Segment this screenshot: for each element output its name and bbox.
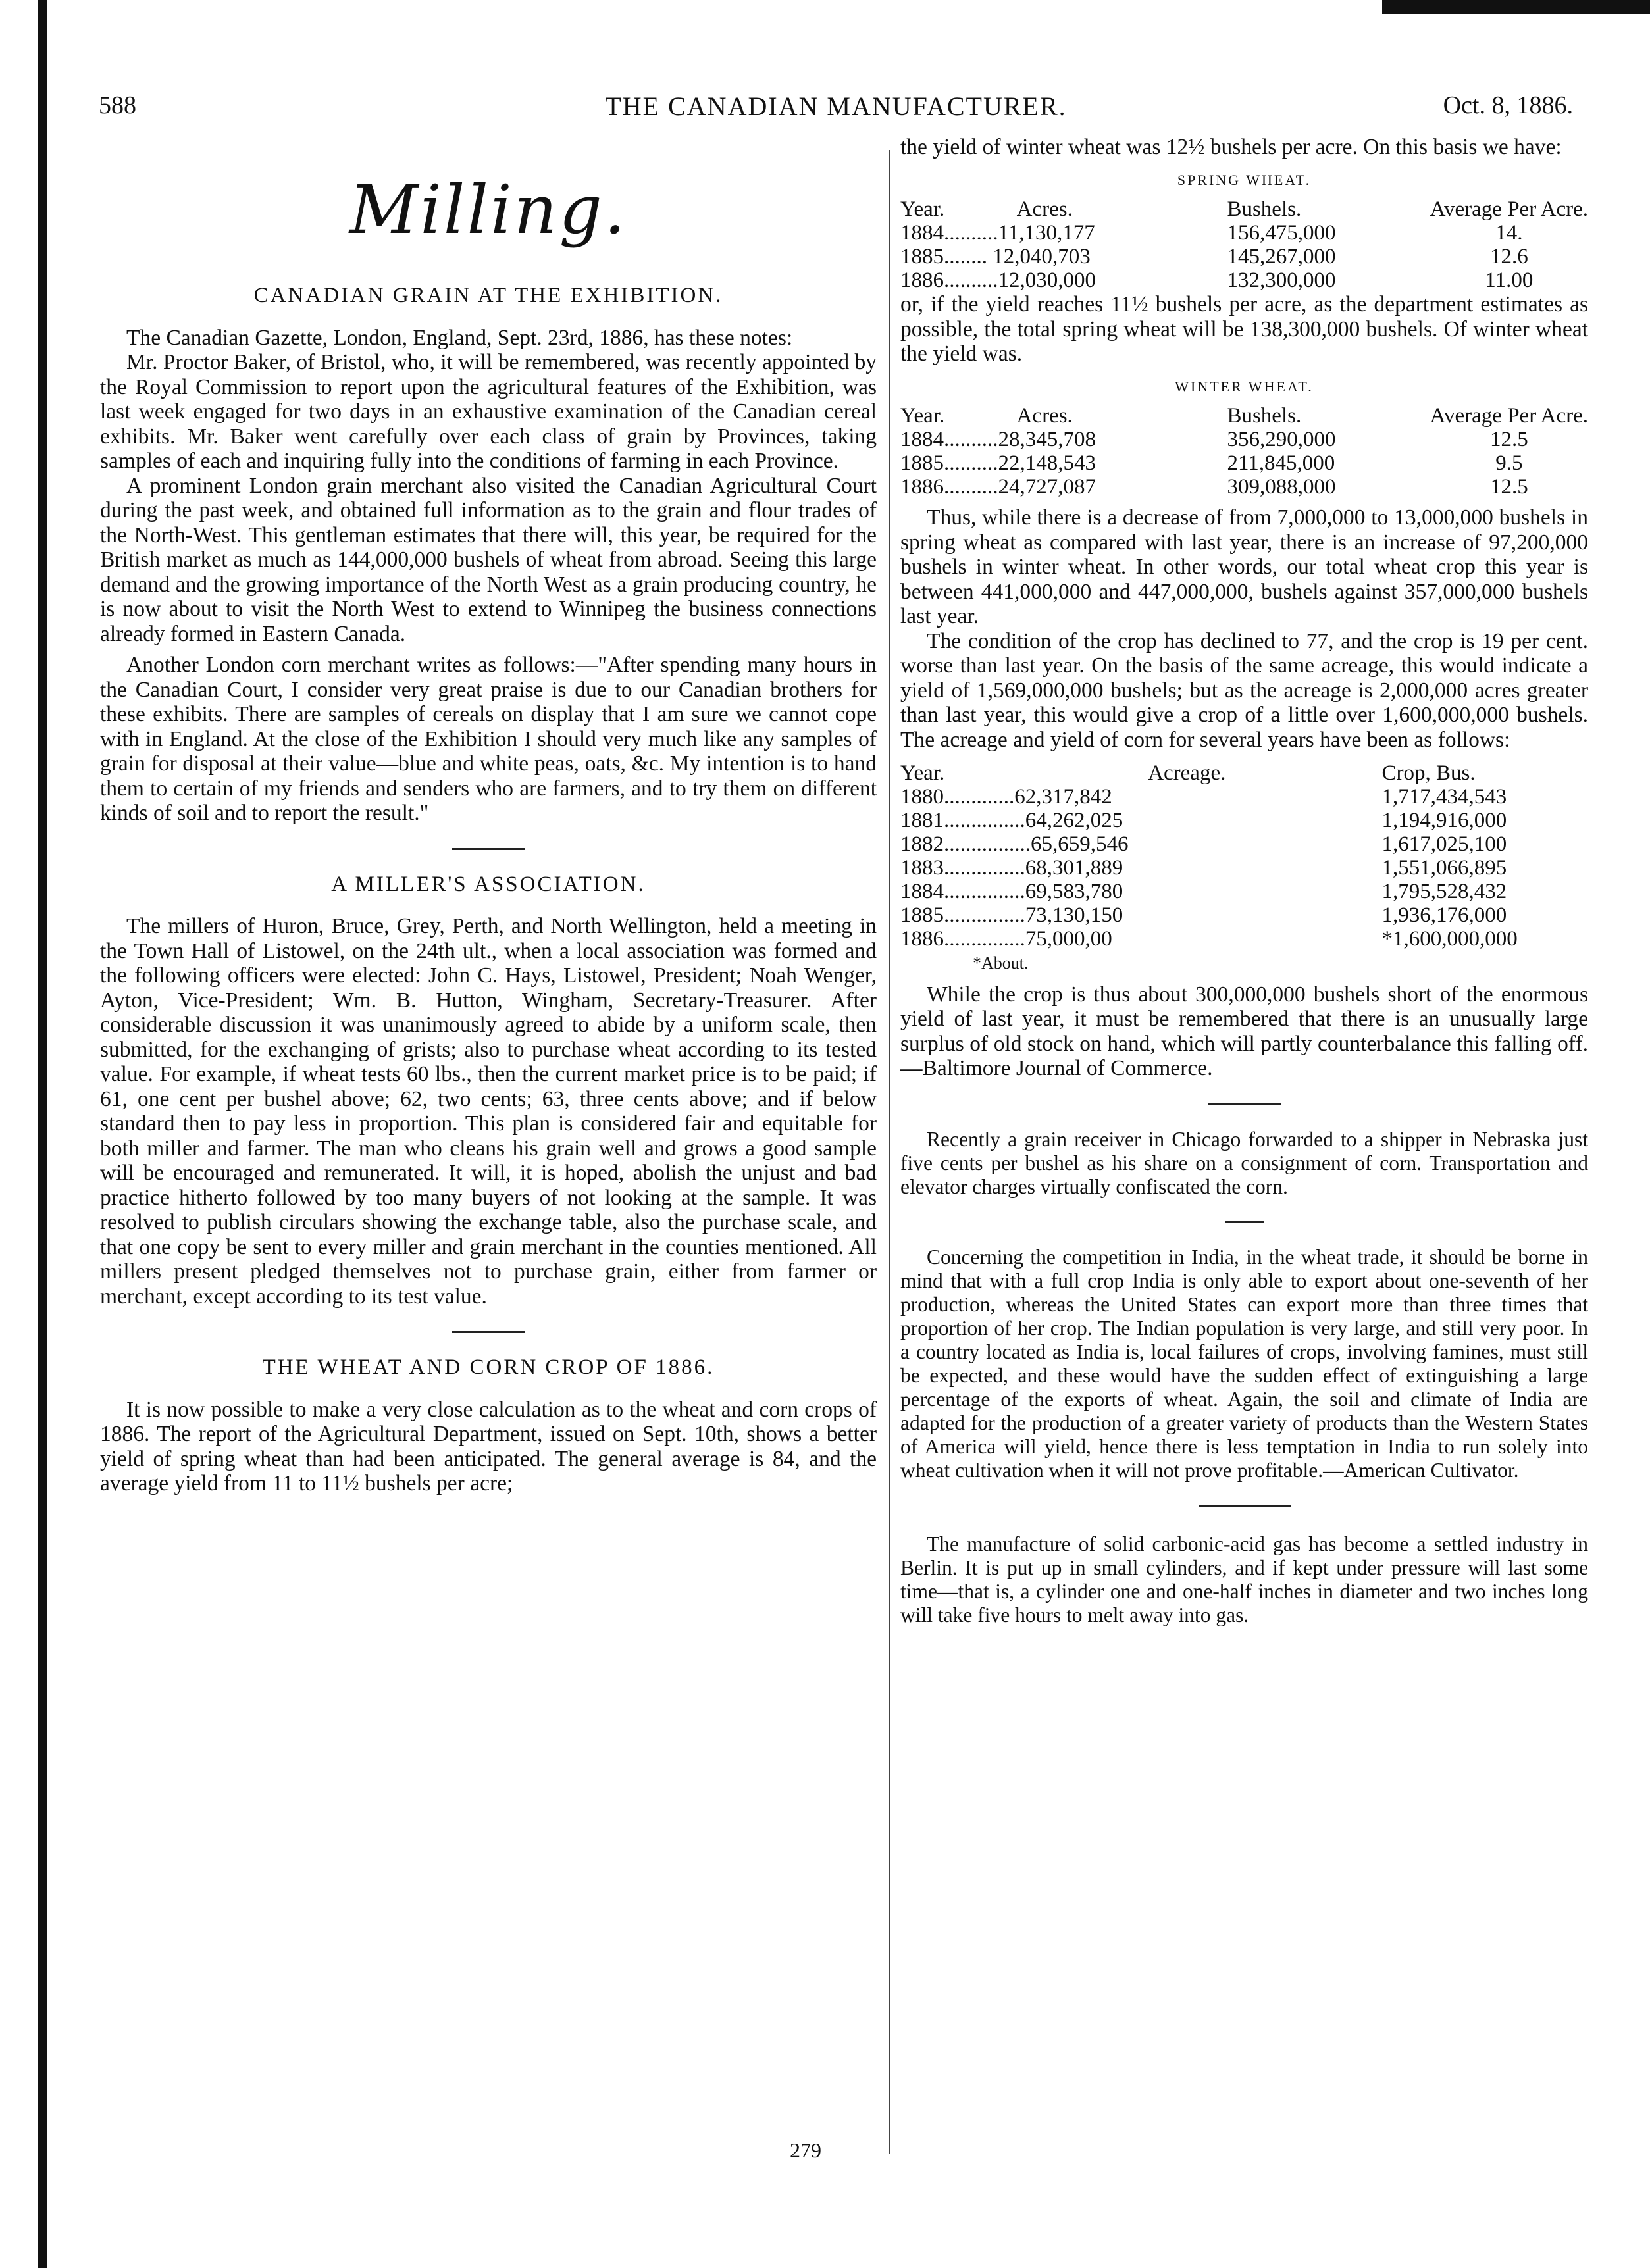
paragraph: The condition of the crop has declined to 77, and the crop is 19 per cent. worse than last year. On the basis of the same acreage, this would indicate a yield of 1,569,000,000 bushels; but as the acreage is 2,000,000 acres greater than last year, this would give a crop of a little over 1,600,000,000 bushels. The acreage and yield of corn for several years have been as follows: bbox=[900, 628, 1588, 752]
table-cell: 132,300,000 bbox=[1227, 268, 1336, 292]
table-row bbox=[900, 809, 1588, 832]
paragraph: the yield of winter wheat was 12½ bushels per acre. On this basis we have: bbox=[900, 135, 1562, 159]
folio-number: 279 bbox=[790, 2138, 821, 2162]
table-cell: *1,600,000,000 bbox=[1381, 927, 1518, 951]
table-cell: 145,267,000 bbox=[1227, 245, 1336, 268]
scan-border-top bbox=[1382, 0, 1650, 14]
table-row bbox=[900, 268, 1588, 292]
paragraph: Mr. Proctor Baker, of Bristol, who, it will be remembered, was recently appointed by the Royal Commission to report upon the agricultural features of the Exhibition, was last week engaged for two days in an exhaustive examination of the Canadian cereal exhibits. Mr. Baker went carefully over each class of grain by Provinces, taking samples of each and inquiring fully into the conditions of farming in each Province. bbox=[100, 350, 877, 473]
paragraph: Concerning the competition in India, in the wheat trade, it should be borne in mind that with a full crop India is only able to export about one-seventh of her production, whereas the United States can export more than three times that proportion of her crop. The Indian population is very large, and still very poor. In a country located as India is, local failures of crops, involving famines, must still be expected, and these would have the sudden effect of extinguishing a large percentage of the exports of wheat. Again, the soil and climate of India are adapted for the production of a greater variety of products than the Western States of America will yield, hence there is less temptation in India to run solely into wheat cultivation when it will not prove profitable.—American Cultivator. bbox=[900, 1245, 1588, 1482]
table-header: Acres. bbox=[1016, 197, 1073, 221]
section-separator bbox=[452, 848, 525, 850]
table-cell: 1880.............62,317,842 bbox=[900, 785, 1112, 809]
table-row bbox=[900, 856, 1588, 880]
table-row bbox=[900, 451, 1588, 475]
table-header: Bushels. bbox=[1227, 197, 1302, 221]
table-cell: 1885...............73,130,150 bbox=[900, 903, 1123, 927]
table-cell: 1885........ 12,040,703 bbox=[900, 245, 1091, 268]
table-header: Year. bbox=[900, 197, 945, 221]
right-column bbox=[900, 135, 1588, 1627]
publication-title: THE CANADIAN MANUFACTURER. bbox=[605, 91, 1067, 121]
table-caption-spring-wheat: SPRING WHEAT. bbox=[1177, 171, 1312, 188]
table-header: Bushels. bbox=[1227, 404, 1302, 428]
section-separator bbox=[1199, 1505, 1291, 1507]
table-row bbox=[900, 428, 1588, 451]
table-cell: 1,717,434,543 bbox=[1381, 785, 1507, 809]
corn-crop-table bbox=[900, 761, 1588, 951]
table-cell: 14. bbox=[1495, 221, 1523, 245]
table-cell: 156,475,000 bbox=[1227, 221, 1336, 245]
table-footnote: *About. bbox=[973, 953, 1029, 972]
article-title-grain-exhibition: CANADIAN GRAIN AT THE EXHIBITION. bbox=[253, 284, 723, 307]
table-row bbox=[900, 245, 1588, 268]
column-divider bbox=[889, 150, 890, 2154]
paragraph: Another London corn merchant writes as follows:—"After spending many hours in the Canadian Court, I consider very great praise is due to our Canadian brothers for these exhibits. There are samples of cereals on display that I am sure we cannot cope with in England. At the close of the Exhibition I should very much like any samples of grain for disposal at their value—blue and white peas, oats, &c. My intention is to hand them to certain of my friends and senders who are farmers, and to try them on different kinds of soil and to report the result." bbox=[100, 653, 877, 825]
table-cell: 211,845,000 bbox=[1227, 451, 1335, 475]
table-cell: 12.6 bbox=[1489, 245, 1528, 268]
article-title-millers-association: A MILLER'S ASSOCIATION. bbox=[331, 872, 646, 896]
table-cell: 1883...............68,301,889 bbox=[900, 856, 1123, 880]
running-header bbox=[99, 91, 1573, 130]
winter-wheat-table bbox=[900, 404, 1588, 499]
table-cell: 1885..........22,148,543 bbox=[900, 451, 1096, 475]
paragraph: The Canadian Gazette, London, England, Sept. 23rd, 1886, has these notes: bbox=[126, 325, 793, 350]
table-cell: 1886..........12,030,000 bbox=[900, 268, 1096, 292]
table-header: Acres. bbox=[1016, 404, 1073, 428]
table-cell: 1,194,916,000 bbox=[1381, 809, 1507, 832]
table-cell: 356,290,000 bbox=[1227, 428, 1336, 451]
table-header: Acreage. bbox=[1148, 761, 1226, 785]
table-cell: 1884..........11,130,177 bbox=[900, 221, 1095, 245]
table-row bbox=[900, 927, 1588, 951]
table-row bbox=[900, 475, 1588, 499]
paragraph: While the crop is thus about 300,000,000 bushels short of the enormous yield of last year, it must be remembered that there is an unusually large surplus of old stock on hand, which will partly counterbalance this falling off.—Baltimore Journal of Commerce. bbox=[900, 982, 1588, 1080]
table-cell: 309,088,000 bbox=[1227, 475, 1336, 499]
section-separator bbox=[1225, 1221, 1264, 1223]
paragraph: or, if the yield reaches 11½ bushels per acre, as the department estimates as possible, the total spring wheat will be 138,300,000 bushels. Of winter wheat the yield was. bbox=[900, 292, 1588, 366]
page-binding-edge bbox=[38, 0, 47, 2268]
spring-wheat-table bbox=[900, 197, 1588, 292]
table-row bbox=[900, 832, 1588, 856]
table-cell: 1884...............69,583,780 bbox=[900, 880, 1123, 903]
left-column bbox=[100, 135, 877, 1496]
paragraph: The millers of Huron, Bruce, Grey, Perth, and North Wellington, held a meeting in the Town Hall of Listowel, on the 24th ult., when a local association was formed and the following officers were elected: John C. Hays, Listowel, President; Noah Wenger, Ayton, Vice-President; Wm. B. Hutton, Wingham, Secretary-Treasurer. After considerable discussion it was unanimously agreed to abide by a uniform scale, then submitted, for the exchanging of grists; also to purchase wheat according to its tested value. For example, if wheat tests 60 lbs., then the current market price is to be paid; if 61, one cent per bushel above; 62, two cents; 63, three cents above; and if below standard then to pay less in proportion. This plan is considered fair and equitable for both miller and farmer. The man who cleans his grain well and grows a good sample will be encouraged and remunerated. It will, it is hoped, abolish the unjust and bad practice hitherto followed by too many buyers of not looking at the sample. It was resolved to publish circulars showing the exchange table, also the purchase scale, and that one copy be sent to every miller and grain merchant in the counties mentioned. All millers present pledged themselves not to purchase grain, either from farmer or merchant, except according to its test value. bbox=[100, 914, 877, 1309]
section-separator bbox=[1208, 1103, 1281, 1105]
table-header: Year. bbox=[900, 404, 945, 428]
table-header: Average Per Acre. bbox=[1430, 404, 1588, 428]
section-title: Milling. bbox=[349, 171, 628, 249]
section-separator bbox=[452, 1331, 525, 1333]
table-cell: 11.00 bbox=[1485, 268, 1534, 292]
table-header: Average Per Acre. bbox=[1430, 197, 1588, 221]
table-caption-winter-wheat: WINTER WHEAT. bbox=[1175, 378, 1314, 395]
table-header: Year. bbox=[900, 761, 945, 785]
table-row bbox=[900, 880, 1588, 903]
table-cell: 12.5 bbox=[1489, 475, 1528, 499]
table-cell: 9.5 bbox=[1495, 451, 1523, 475]
table-cell: 1,795,528,432 bbox=[1381, 880, 1507, 903]
issue-date: Oct. 8, 1886. bbox=[1443, 91, 1573, 119]
table-cell: 1884..........28,345,708 bbox=[900, 428, 1096, 451]
table-cell: 1886...............75,000,00 bbox=[900, 927, 1112, 951]
table-row bbox=[900, 903, 1588, 927]
article-title-wheat-corn-crop: THE WHEAT AND CORN CROP OF 1886. bbox=[262, 1355, 715, 1379]
paragraph: Thus, while there is a decrease of from 7,000,000 to 13,000,000 bushels in spring wheat as compared with last year, there is an increase of 97,200,000 bushels in winter wheat. In other words, our total wheat crop this year is between 441,000,000 and 447,000,000, bushels against 357,000,000 bushels last year. bbox=[900, 505, 1588, 628]
table-row bbox=[900, 221, 1588, 245]
table-cell: 12.5 bbox=[1489, 428, 1528, 451]
table-cell: 1,617,025,100 bbox=[1381, 832, 1507, 856]
table-header: Crop, Bus. bbox=[1381, 761, 1476, 785]
table-cell: 1886..........24,727,087 bbox=[900, 475, 1096, 499]
table-cell: 1882................65,659,546 bbox=[900, 832, 1129, 856]
table-cell: 1,936,176,000 bbox=[1381, 903, 1507, 927]
page-number: 588 bbox=[99, 91, 136, 119]
paragraph: Recently a grain receiver in Chicago forwarded to a shipper in Nebraska just five cents per bushel as his share on a consignment of corn. Transportation and elevator charges virtually confiscated the corn. bbox=[900, 1127, 1588, 1198]
table-row bbox=[900, 785, 1588, 809]
paragraph: A prominent London grain merchant also visited the Canadian Agricultural Court during the past week, and obtained full information as to the grain and flour trades of the North-West. This gentleman estimates that there will, this year, be required for the British market as much as 144,000,000 bushels of wheat from abroad. Seeing this large demand and the growing importance of the North West as a grain producing country, he is now about to visit the North West to extend to Winnipeg the business connections already formed in Eastern Canada. bbox=[100, 473, 877, 646]
paragraph: It is now possible to make a very close calculation as to the wheat and corn crops of 1886. The report of the Agricultural Department, issued on Sept. 10th, shows a better yield of spring wheat than had been anticipated. The general average is 84, and the average yield from 11 to 11½ bushels per acre; bbox=[100, 1397, 877, 1496]
table-cell: 1881...............64,262,025 bbox=[900, 809, 1123, 832]
table-cell: 1,551,066,895 bbox=[1381, 856, 1507, 880]
paragraph: The manufacture of solid carbonic-acid gas has become a settled industry in Berlin. It is put up in small cylinders, and if kept under pressure will last some time—that is, a cylinder one and one-half inches in diameter and two inches long will take five hours to melt away into gas. bbox=[900, 1532, 1588, 1626]
